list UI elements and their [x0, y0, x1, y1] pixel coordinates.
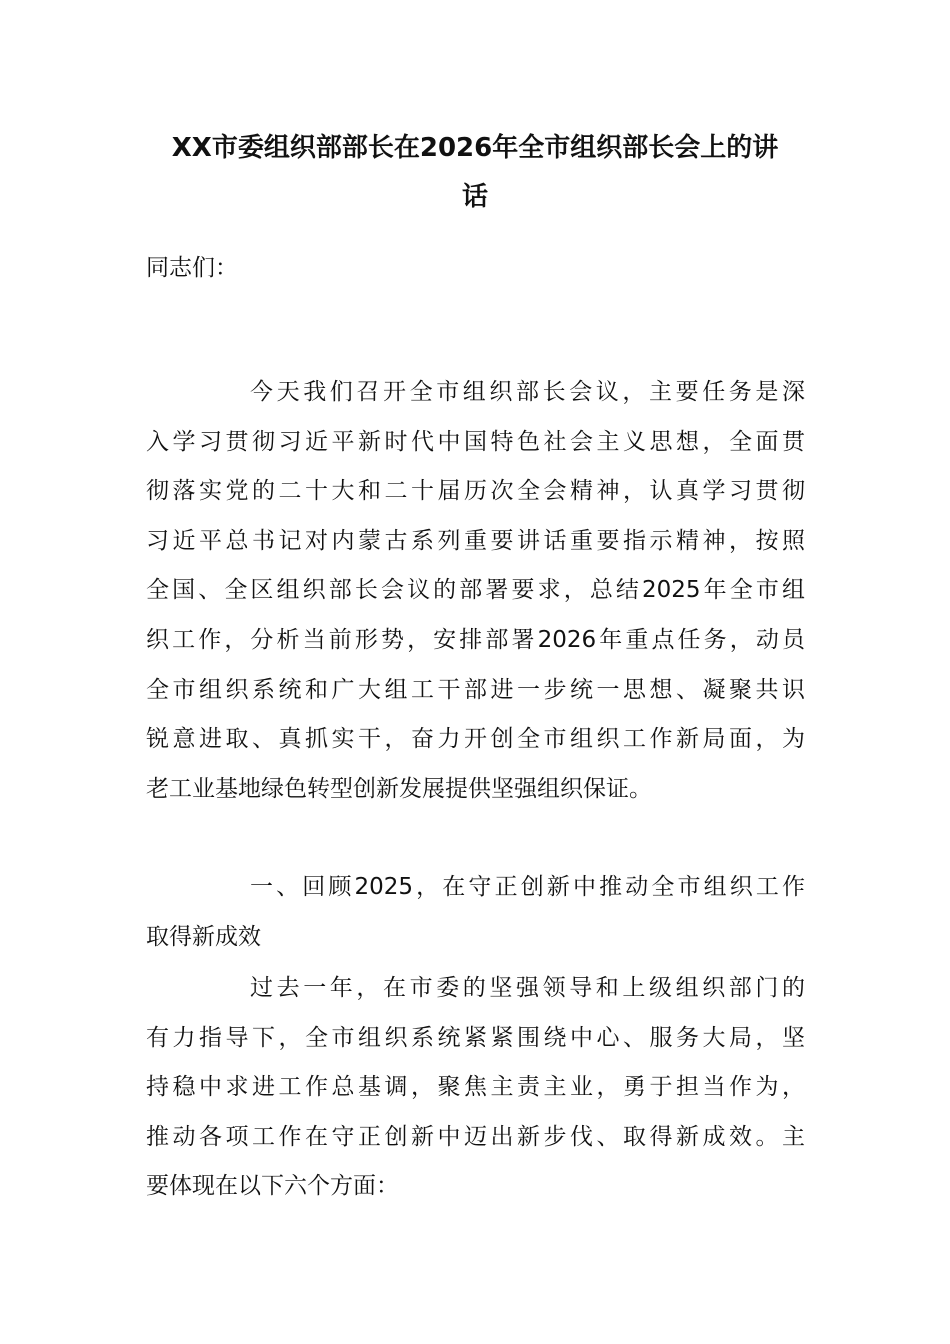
text-line: 全市组织系统和广大组工干部进一步统一思想、凝聚共识: [146, 676, 805, 703]
text-line: 入学习贯彻习近平新时代中国特色社会主义思想，全面贯: [146, 428, 805, 455]
text-line: 织工作，分析当前形势，安排部署2026年重点任务，动员: [146, 626, 805, 653]
intro-paragraph: [146, 377, 805, 823]
section-heading: [146, 872, 805, 971]
review-paragraph: [146, 973, 805, 1221]
title-line: 话: [461, 182, 488, 212]
heading-line: 取得新成效: [146, 923, 261, 950]
document-title: [140, 124, 810, 222]
text-line: 全国、全区组织部长会议的部署要求，总结2025年全市组: [146, 577, 805, 604]
text-line: 持稳中求进工作总基调，聚焦主责主业，勇于担当作为，: [146, 1074, 805, 1101]
text-line: 有力指导下，全市组织系统紧紧围绕中心、服务大局，坚: [146, 1024, 805, 1051]
text-line: 今天我们召开全市组织部长会议，主要任务是深: [250, 379, 805, 405]
text-line: 习近平总书记对内蒙古系列重要讲话重要指示精神，按照: [146, 527, 805, 554]
text-line: 锐意进取、真抓实干，奋力开创全市组织工作新局面，为: [146, 726, 805, 753]
text-line: 老工业基地绿色转型创新发展提供坚强组织保证。: [146, 775, 652, 802]
greeting: 同志们：: [146, 255, 238, 281]
text-line: 推动各项工作在守正创新中迈出新步伐、取得新成效。主: [146, 1123, 805, 1150]
text-line: 过去一年，在市委的坚强领导和上级组织部门的: [250, 975, 805, 1001]
text-line: 要体现在以下六个方面：: [146, 1173, 399, 1200]
title-line: XX市委组织部部长在2026年全市组织部长会上的讲: [171, 133, 779, 163]
text-line: 彻落实党的二十大和二十届历次全会精神，认真学习贯彻: [146, 478, 805, 505]
heading-line: 一、回顾2025，在守正创新中推动全市组织工作: [250, 874, 805, 900]
